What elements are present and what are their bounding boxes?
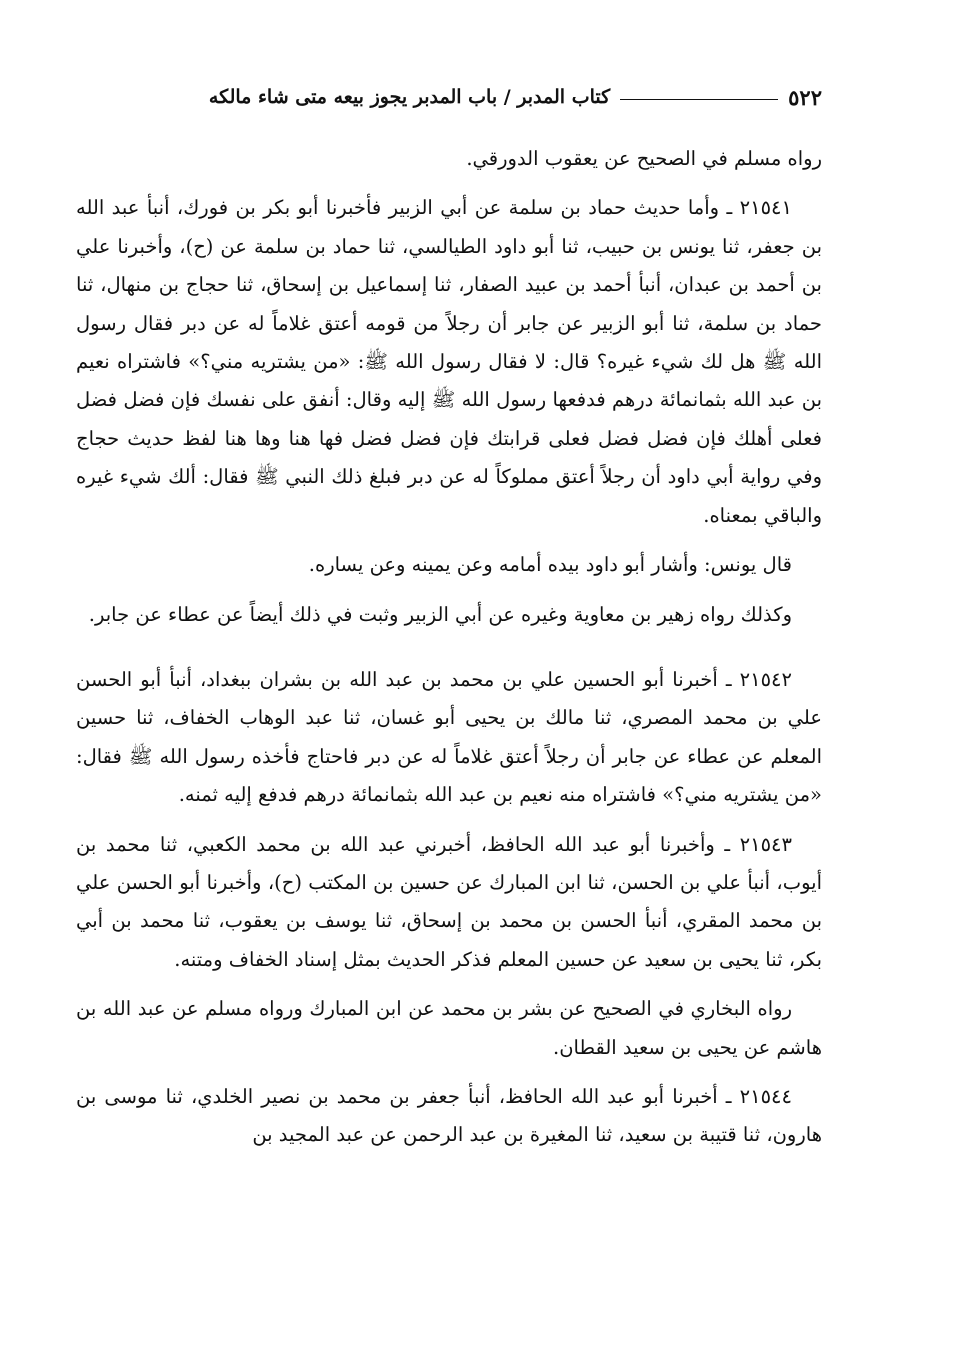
paragraph: رواه البخاري في الصحيح عن بشر بن محمد عن ابن المبارك ورواه مسلم عن عبد الله بن هاشم عن يحيى بن سعيد القطان. xyxy=(76,997,822,1059)
header-rule xyxy=(620,99,778,100)
paragraph: رواه مسلم في الصحيح عن يعقوب الدورقي. xyxy=(466,147,822,170)
hadith-21541: ٢١٥٤١ ـ وأما حديث حماد بن سلمة عن أبي الزبير فأخبرنا أبو بكر بن فورك، أنبأ عبد الله بن جعفر، ثنا يونس بن حبيب، ثنا أبو داود الطيالسي، ثنا حماد بن سلمة عن (ح)، وأخبرنا علي بن أحمد بن عبدان، أنبأ أحمد بن عبيد الصفار، ثنا إسماعيل بن إسحاق، ثنا حجاج بن منهال، ثنا حماد بن سلمة، ثنا أبو الزبير عن جابر أن رجلاً من قومه أعتق غلاماً له عن دبر فقال رسول الله ﷺ هل لك شيء غيره؟ قال: لا فقال رسول الله ﷺ: «من يشتريه مني؟» فاشتراه نعيم بن عبد الله بثمانمائة درهم فدفعها رسول الله ﷺ إليه وقال: أنفق على نفسك فإن فضل فضل فعلى أهلك فإن فضل فضل فعلى قرابتك فإن فضل فضل فها هنا وها هنا لفظ حديث حجاج وفي رواية أبي داود أن رجلاً أعتق مملوكاً له عن دبر فبلغ ذلك النبي ﷺ فقال: ألك شيء غيره والباقي بمعناه. xyxy=(76,196,822,527)
page-header xyxy=(66,82,822,112)
running-title: كتاب المدبر / باب المدبر يجوز بيعه متى شاء مالكه xyxy=(208,86,611,108)
paragraph: وكذلك رواه زهير بن معاوية وغيره عن أبي الزبير وثبت في ذلك أيضاً عن عطاء عن جابر. xyxy=(88,603,792,627)
paragraph: قال يونس: وأشار أبو داود بيده أمامه وعن يمينه وعن يساره. xyxy=(308,553,792,577)
hadith-21542: ٢١٥٤٢ ـ أخبرنا أبو الحسين علي بن محمد بن عبد الله بن بشران ببغداد، أنبأ أبو الحسن علي بن محمد المصري، ثنا مالك بن يحيى أبو غسان، ثنا عبد الوهاب الخفاف، ثنا حسين المعلم عن عطاء عن جابر أن رجلاً أعتق غلاماً له عن دبر فاحتاج فأخذه رسول الله ﷺ فقال: «من يشتريه مني؟» فاشتراه منه نعيم بن عبد الله بثمانمائة درهم فدفع إليه ثمنه. xyxy=(76,667,822,807)
hadith-21544: ٢١٥٤٤ ـ أخبرنا أبو عبد الله الحافظ، أنبأ جعفر بن محمد بن نصير الخلدي، ثنا موسى بن هارون، ثنا قتيبة بن سعيد، ثنا المغيرة بن عبد الرحمن عن عبد المجيد بن xyxy=(76,1084,822,1147)
hadith-21543: ٢١٥٤٣ ـ وأخبرنا أبو عبد الله الحافظ، أخبرني عبد الله بن محمد الكعبي، ثنا محمد بن أيوب، أنبأ علي بن الحسن، ثنا ابن المبارك عن حسين بن المكتب (ح)، وأخبرنا أبو الحسن علي بن محمد المقري، أنبأ الحسن بن محمد بن إسحاق، ثنا يوسف بن يعقوب، ثنا محمد بن أبي بكر، ثنا يحيى بن سعيد عن حسين المعلم فذكر الحديث بمثل إسناد الخفاف ومتنه. xyxy=(76,832,822,971)
page-body xyxy=(76,140,822,1155)
page-number: ٥٢٢ xyxy=(788,84,822,110)
